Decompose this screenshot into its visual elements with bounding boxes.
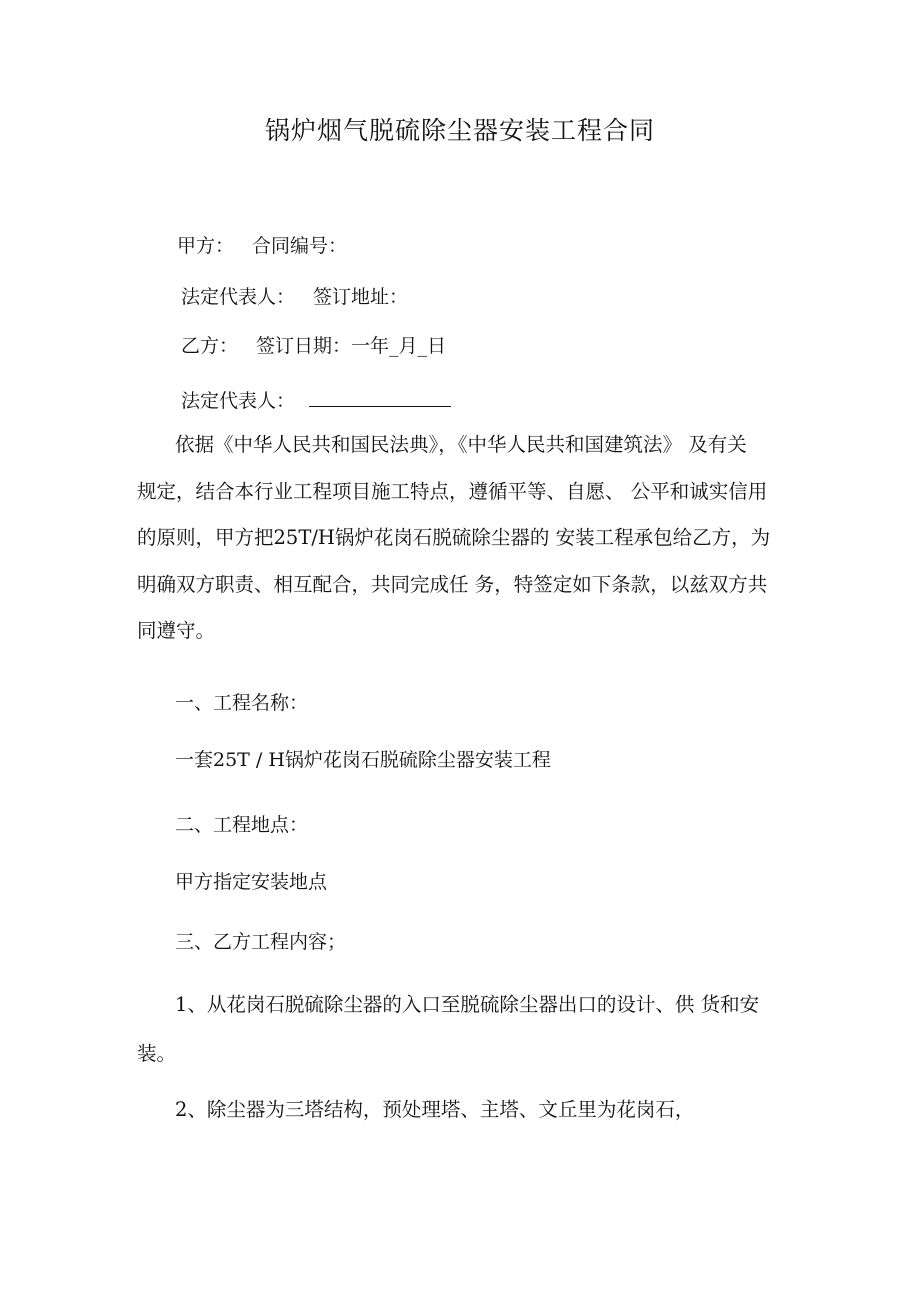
party-b-row: [181, 333, 446, 359]
party-a-row: [177, 233, 347, 259]
legal-rep-row-2: [181, 388, 451, 414]
intro-line: 同遵守。: [137, 619, 216, 642]
section-1-heading: 一、工程名称：: [175, 692, 309, 714]
section-2-body: 甲方指定安装地点: [175, 871, 328, 893]
item-1-line: 装。: [137, 1042, 177, 1065]
item-2-line: 2、除尘器为三塔结构，预处理塔、主塔、文丘里为花岗石，: [175, 1098, 695, 1121]
legal-rep-row-1: [181, 284, 408, 310]
item-1-paragraph: [137, 980, 785, 1078]
intro-line: 规定，结合本行业工程项目施工特点，遵循平等、自愿、 公平和诚实信用: [137, 479, 768, 503]
contract-no-label: 合同编号：: [252, 235, 348, 257]
legal-rep-label-2: 法定代表人：: [181, 390, 296, 412]
section-1-body: 一套25T / H锅炉花岗石脱硫除尘器安装工程: [175, 749, 551, 771]
intro-line: 依据《中华人民共和国民法典》，《中华人民共和国建筑法》 及有关: [175, 433, 747, 456]
legal-rep-label-1: 法定代表人：: [181, 286, 296, 308]
party-b-label: 乙方：: [181, 335, 239, 357]
signature-blank-line: [309, 389, 451, 407]
item-1-line: 1、从花岗石脱硫除尘器的入口至脱硫除尘器出口的设计、供 货和安: [175, 993, 760, 1016]
section-3-heading: 三、乙方工程内容；: [175, 931, 347, 953]
contract-title: 锅炉烟气脱硫除尘器安装工程合同: [264, 116, 655, 145]
intro-line: 的原则，甲方把25T/H锅炉花岗石脱硫除尘器的 安装工程承包给乙方，为: [137, 526, 771, 549]
sign-date-label: 签订日期：: [256, 335, 352, 357]
intro-paragraph: [137, 422, 785, 655]
intro-line: 明确双方职责、相互配合，共同完成任 务，特签定如下条款，以兹双方共: [137, 572, 768, 596]
section-2-heading: 二、工程地点：: [175, 814, 309, 836]
sign-date-value: 一年_月_日: [351, 335, 447, 357]
sign-place-label: 签订地址：: [313, 286, 409, 308]
party-a-label: 甲方：: [177, 235, 235, 257]
